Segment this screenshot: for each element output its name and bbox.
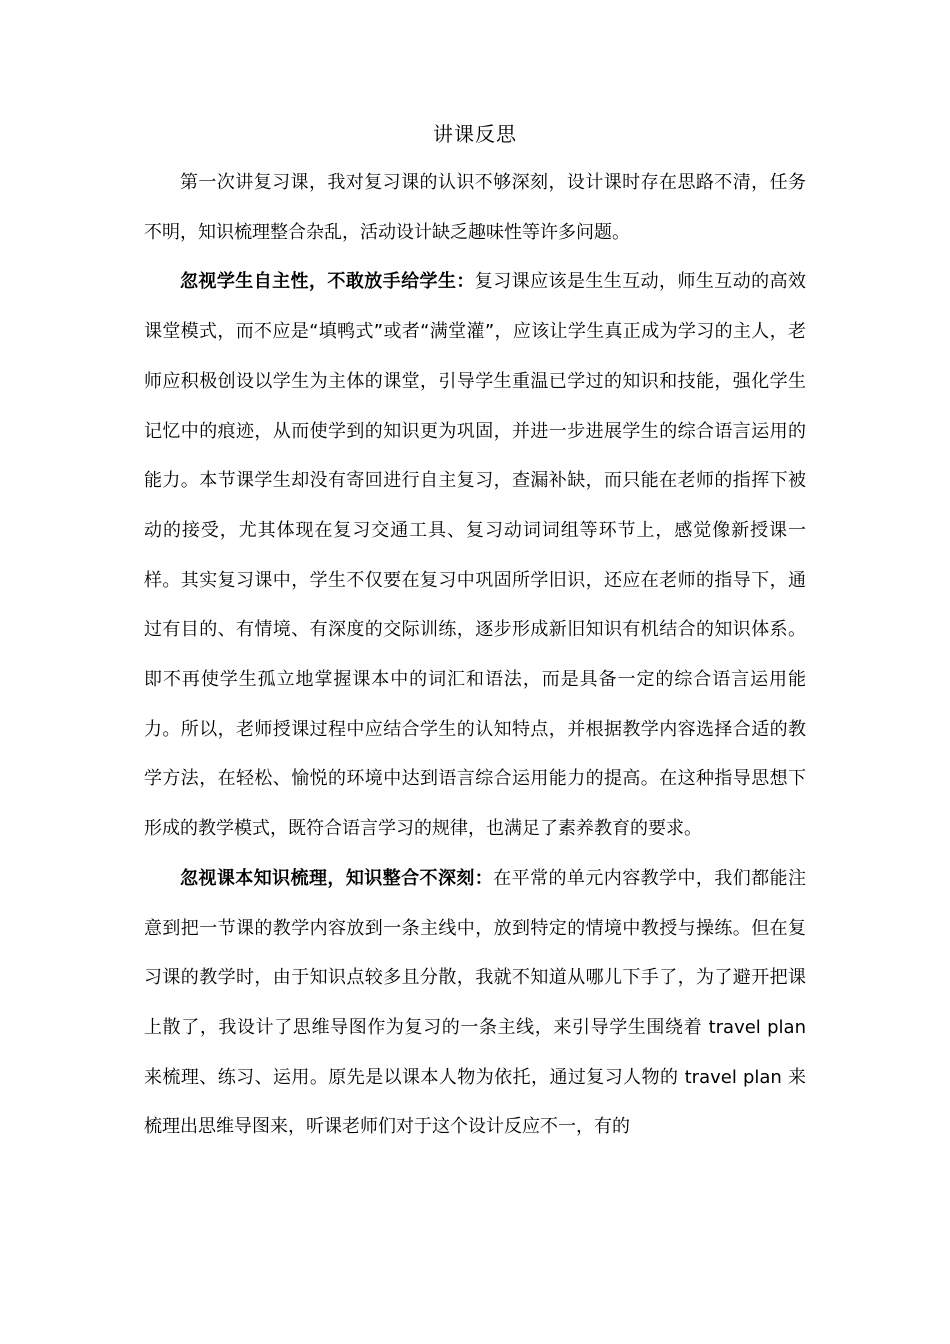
section-1-heading: 忽视学生自主性，不敢放手给学生： — [180, 271, 475, 293]
document-title: 讲课反思 — [433, 122, 517, 146]
section-2-heading: 忽视课本知识梳理，知识整合不深刻： — [180, 867, 494, 889]
document-body — [144, 158, 806, 1152]
section-1-body: 复习课应该是生生互动，师生互动的高效课堂模式，而不应是“填鸭式”或者“满堂灌”，应该让学生真正成为学习的主人，老师应积极创设以学生为主体的课堂，引导学生重温已学过的知识和技能，强化学生记忆中的痕迹，从而使学到的知识更为巩固，并进一步进展学生的综合语言运用的能力。本节课学生却没有寄回进行自主复习，查漏补缺，而只能在老师的指挥下被动的接受，尤其体现在复习交通工具、复习动词词组等环节上，感觉像新授课一样。其实复习课中，学生不仅要在复习中巩固所学旧识，还应在老师的指导下，通过有目的、有情境、有深度的交际训练，逐步形成新旧知识有机结合的知识体系。即不再使学生孤立地掌握课本中的词汇和语法，而是具备一定的综合语言运用能力。所以，老师授课过程中应结合学生的认知特点，并根据教学内容选择合适的教学方法，在轻松、愉悦的环境中达到语言综合运用能力的提高。在这种指导思想下形成的教学模式，既符合语言学习的规律，也满足了素养教育的要求。 — [144, 271, 807, 840]
section-2-body: 在平常的单元内容教学中，我们都能注意到把一节课的教学内容放到一条主线中，放到特定的情境中教授与操练。但在复习课的教学时，由于知识点较多且分散，我就不知道从哪儿下手了，为了避开把课上散了，我设计了思维导图作为复习的一条主线，来引导学生围绕着 travel plan 来梳理、练习、运用。原先是以课本人物为依托，通过复习人物的 travel plan 来梳理出思维导图来，听课老师们对于这个设计反应不一，有的 — [144, 867, 807, 1138]
section-1-paragraph — [144, 257, 806, 853]
intro-paragraph: 第一次讲复习课，我对复习课的认识不够深刻，设计课时存在思路不清，任务不明，知识梳理整合杂乱，活动设计缺乏趣味性等许多问题。 — [144, 172, 806, 243]
section-2-paragraph — [144, 854, 806, 1152]
